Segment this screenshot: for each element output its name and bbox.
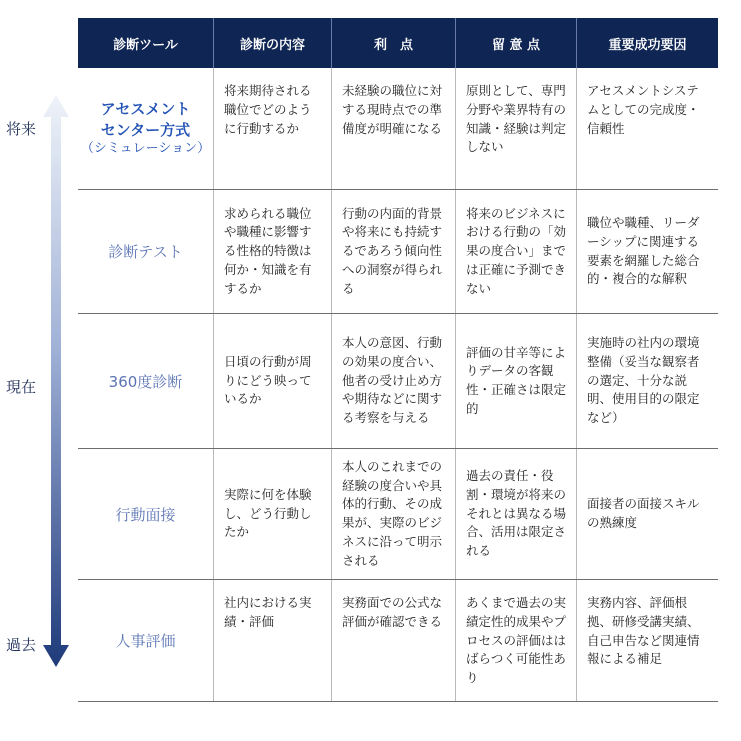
advantage-cell: 未経験の職位に対する現時点での準備度が明確になる bbox=[331, 68, 455, 189]
caution-cell: 過去の責任・役割・環境が将来のそれとは異なる場合、活用は限定される bbox=[455, 449, 576, 579]
tool-name: 人事評価 bbox=[115, 632, 176, 650]
table-row bbox=[78, 449, 718, 580]
content-cell: 将来期待される職位でどのように行動するか bbox=[213, 68, 331, 189]
header-tool: 診断ツール bbox=[113, 37, 178, 53]
tool-name: 行動面接 bbox=[115, 505, 176, 524]
advantage-cell: 行動の内面的背景や将来にも持続するであろう傾向性への洞察が得られる bbox=[331, 190, 455, 313]
time-axis-arrow-icon bbox=[43, 95, 69, 667]
success-factor-cell: アセスメントシステムとしての完成度・信頼性 bbox=[576, 68, 718, 189]
header-advantage: 利 点 bbox=[331, 18, 455, 68]
advantage-cell: 本人のこれまでの経験の度合いや具体的行動、その成果が、実際のビジネスに沿って明示される bbox=[331, 449, 455, 579]
caution-cell: 将来のビジネスにおける行動の「効果の度合い」までは正確に予測できない bbox=[455, 190, 576, 313]
table-row bbox=[78, 190, 718, 314]
timeline-label-past: 過去 bbox=[6, 636, 37, 654]
tool-name-cell bbox=[78, 580, 213, 701]
tool-name: アセスメント センター方式 bbox=[100, 100, 191, 139]
tool-name-cell bbox=[78, 68, 213, 189]
timeline-label-future: 将来 bbox=[6, 120, 37, 138]
caution-cell: 原則として、専門分野や業界特有の知識・経験は判定しない bbox=[455, 68, 576, 189]
tool-name-cell bbox=[78, 190, 213, 313]
advantage-cell: 本人の意図、行動の効果の度合い、他者の受け止め方や期待などに関する考察を与える bbox=[331, 314, 455, 448]
tool-name-cell bbox=[78, 314, 213, 448]
table-row bbox=[78, 314, 718, 449]
success-factor-cell: 職位や職種、リーダーシップに関連する要素を網羅した総合的・複合的な解釈 bbox=[576, 190, 718, 313]
tool-name-cell bbox=[78, 449, 213, 579]
diagnostic-tools-table bbox=[78, 18, 718, 702]
tool-subtitle: （シミュレーション） bbox=[80, 140, 211, 156]
timeline bbox=[0, 0, 78, 741]
header-caution: 留 意 点 bbox=[455, 18, 576, 68]
content-cell: 社内における実績・評価 bbox=[213, 580, 331, 701]
tool-name: 診断テスト bbox=[108, 243, 183, 261]
table-header-row bbox=[78, 18, 718, 68]
success-factor-cell: 実施時の社内の環境整備（妥当な観察者の選定、十分な説明、使用目的の限定など） bbox=[576, 314, 718, 448]
content-cell: 実際に何を体験し、どう行動したか bbox=[213, 449, 331, 579]
tool-name: 360度診断 bbox=[108, 372, 183, 391]
success-factor-cell: 実務内容、評価根拠、研修受講実績、自己申告など関連情報による補足 bbox=[576, 580, 718, 701]
table-row bbox=[78, 68, 718, 190]
caution-cell: あくまで過去の実績定性的成果やプロセスの評価ははばらつく可能性あり bbox=[455, 580, 576, 701]
header-content: 診断の内容 bbox=[213, 18, 331, 68]
header-success-factor: 重要成功要因 bbox=[576, 18, 718, 68]
success-factor-cell: 面接者の面接スキルの熟練度 bbox=[576, 449, 718, 579]
caution-cell: 評価の甘辛等によりデータの客観性・正確さは限定的 bbox=[455, 314, 576, 448]
content-cell: 求められる職位や職種に影響する性格的特徴は何か・知識を有するか bbox=[213, 190, 331, 313]
advantage-cell: 実務面での公式な評価が確認できる bbox=[331, 580, 455, 701]
table-row bbox=[78, 580, 718, 702]
timeline-label-present: 現在 bbox=[6, 378, 37, 396]
content-cell: 日頃の行動が周りにどう映っているか bbox=[213, 314, 331, 448]
